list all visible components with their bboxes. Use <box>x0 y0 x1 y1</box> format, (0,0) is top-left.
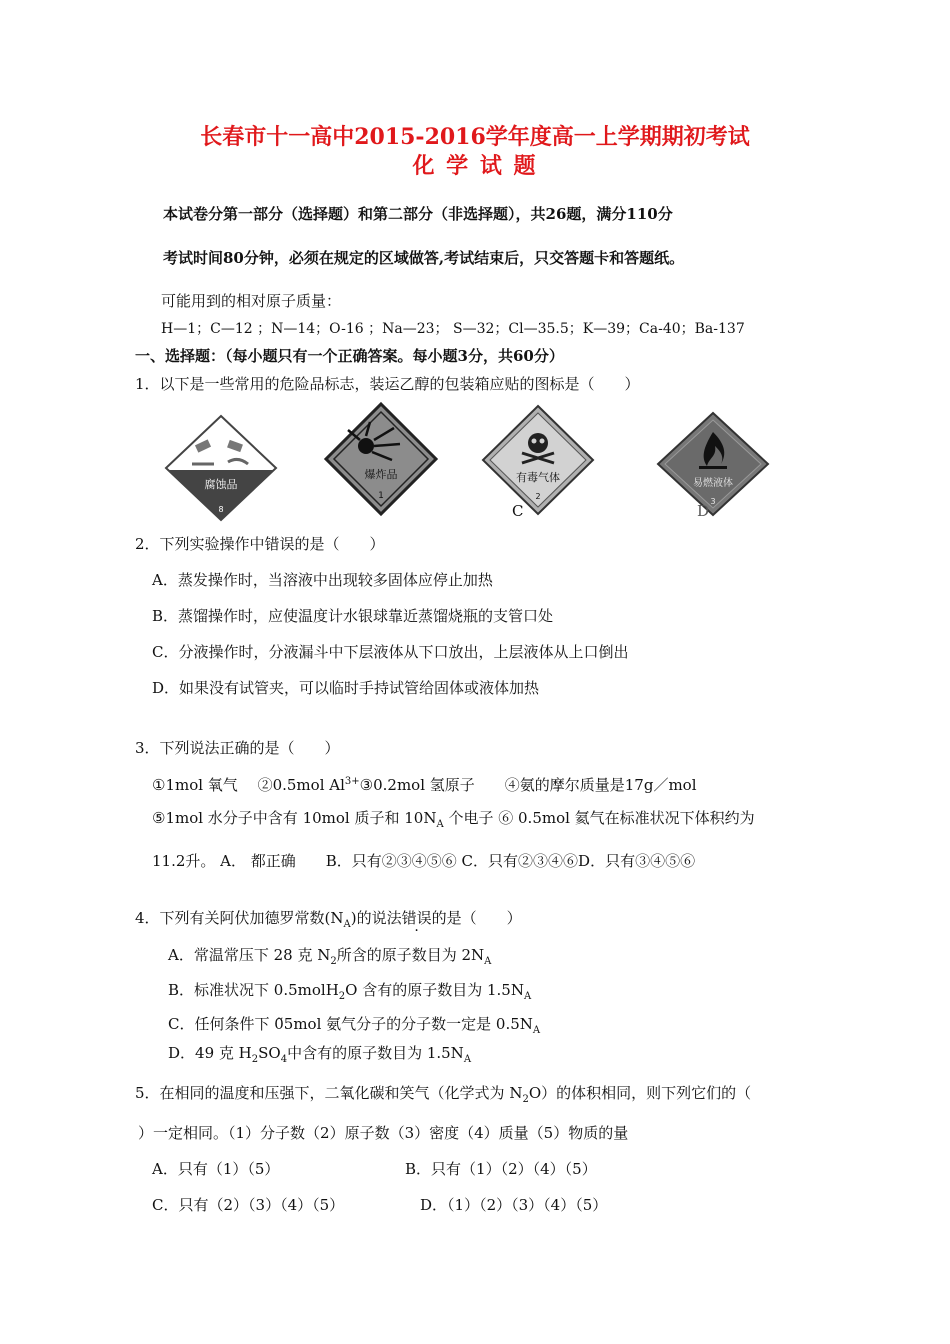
sign1-label: 腐蚀品 <box>204 478 238 491</box>
q5-option-a: A．只有（1）（5） <box>152 1160 280 1178</box>
q5-stem-line-2: ）一定相同。（1）分子数（2）原子数（3）密度（4）质量（5）物质的量 <box>138 1124 629 1142</box>
q4-b-text-2: O 含有的原子数目为 1.5N <box>345 981 524 999</box>
section-heading: 一、选择题：（每小题只有一个正确答案。每小题3分，共60分） <box>135 347 564 365</box>
sign3-label: 有毒气体 <box>516 471 560 484</box>
q4-c-text: C．任何条件下 0̃5mol 氨气分子的分子数一定是 0.5N <box>168 1015 533 1033</box>
q4-stem-c: 的是（ ） <box>431 909 522 927</box>
q3-line-2-sub: A <box>436 819 444 830</box>
q4-b-sub-2: A <box>523 991 532 1002</box>
q3-line-2 <box>152 807 755 830</box>
atomic-mass-values: H—1；C—12 ；N—14；O-16 ；Na—23； S—32；Cl—35.5；K—39；Ca-40；Ba-137 <box>161 321 745 337</box>
flammable-liquid-sign-icon <box>655 410 771 518</box>
exam-title: 长春市十一高中2015-2016学年度高一上学期期初考试 <box>200 124 750 150</box>
q3-line-2-a: ⑤1mol 水分子中含有 10mol 质子和 10N <box>152 809 437 827</box>
q4-b-sub: 2 <box>338 991 346 1002</box>
sign2-number: 1 <box>378 491 384 501</box>
sign4-option: D <box>697 502 710 520</box>
q4-d-sub-3: A <box>463 1054 472 1065</box>
q4-option-b <box>168 979 531 1002</box>
q5-option-b: B．只有（1）（2）（4）（5） <box>405 1160 597 1178</box>
q5-option-d: D．（1）（2）（3）（4）（5） <box>420 1196 608 1214</box>
q3-line-3: 11.2升。 A． 都正确 B．只有②③④⑤⑥ C．只有②③④⑥D．只有③④⑤⑥ <box>152 852 696 870</box>
q4-stem-b: )的说法 <box>350 909 402 927</box>
q5-stem <box>135 1082 751 1105</box>
q2-option-a: A．蒸发操作时，当溶液中出现较多固体应停止加热 <box>152 571 493 589</box>
q3-line-2-b: 个电子 ⑥ 0.5mol 氦气在标准状况下体积约为 <box>443 809 755 827</box>
q4-d-text-2: SO <box>258 1044 281 1062</box>
q4-a-text: A．常温常压下 28 克 N <box>168 946 331 964</box>
q4-stem-sub: A <box>343 919 351 930</box>
q5-option-c: C．只有（2）（3）（4）（5） <box>152 1196 345 1214</box>
intro-line-1: 本试卷分第一部分（选择题）和第二部分（非选择题），共26题，满分110分 <box>163 205 673 223</box>
q3-line-1-b: ③0.2mol 氢原子 ④氨的摩尔质量是17g／mol <box>359 776 697 794</box>
q5-stem-a: 5．在相同的温度和压强下，二氧化碳和笑气（化学式为 N <box>135 1084 523 1102</box>
toxic-gas-sign-icon <box>480 403 596 517</box>
q2-option-b: B．蒸馏操作时，应使温度计水银球靠近蒸馏烧瓶的支管口处 <box>152 607 554 625</box>
q4-option-c <box>168 1013 540 1036</box>
sign4-label: 易燃液体 <box>693 478 733 489</box>
q1-stem: 1．以下是一些常用的危险品标志，装运乙醇的包装箱应贴的图标是（ ） <box>135 375 640 393</box>
q5-stem-b: O）的体积相同，则下列它们的（ <box>528 1084 752 1102</box>
q4-option-d <box>168 1042 471 1065</box>
q2-option-c: C．分液操作时，分液漏斗中下层液体从下口放出，上层液体从上口倒出 <box>152 643 629 661</box>
q2-option-d: D．如果没有试管夹，可以临时手持试管给固体或液体加热 <box>152 679 540 697</box>
q3-stem: 3．下列说法正确的是（ ） <box>135 739 340 757</box>
q4-d-sub: 2 <box>251 1054 259 1065</box>
sign3-number: 2 <box>535 492 541 501</box>
sign1-number: 8 <box>218 505 224 514</box>
atomic-mass-label: 可能用到的相对原子质量： <box>161 292 342 310</box>
corrosive-sign-icon <box>162 412 280 524</box>
q4-option-a <box>168 944 491 967</box>
q3-line-1 <box>152 774 697 795</box>
sign2-label: 爆炸品 <box>364 468 398 481</box>
q5-stem-sub: 2 <box>522 1094 529 1105</box>
q4-stem <box>135 907 522 930</box>
sign4-number: 3 <box>710 497 716 506</box>
q4-d-text: D．49 克 H <box>168 1044 252 1062</box>
explosive-sign-icon <box>322 400 440 518</box>
q4-a-sub: 2 <box>330 956 337 967</box>
q4-d-sub-2: 4 <box>280 1054 288 1065</box>
exam-subtitle: 化 学 试 题 <box>412 153 538 179</box>
q4-a-sub-2: A <box>484 956 492 967</box>
q4-d-text-3: 中含有的原子数目为 1.5N <box>287 1044 464 1062</box>
q3-line-1-a: ①1mol 氧气 ②0.5mol Al <box>152 776 345 794</box>
q4-stem-emphasis: 错误 <box>401 909 432 927</box>
q4-a-text-2: 所含的原子数目为 2N <box>336 946 485 964</box>
q2-stem: 2．下列实验操作中错误的是（ ） <box>135 535 385 553</box>
sign3-option: C <box>512 502 524 520</box>
q4-c-sub: A <box>532 1025 541 1036</box>
q4-b-text: B．标准状况下 0.5molH <box>168 981 339 999</box>
intro-line-2: 考试时间80分钟，必须在规定的区域做答,考试结束后，只交答题卡和答题纸。 <box>163 249 685 267</box>
q3-line-1-sup: 3+ <box>344 776 360 787</box>
q4-stem-a: 4．下列有关阿伏加德罗常数(N <box>135 909 344 927</box>
